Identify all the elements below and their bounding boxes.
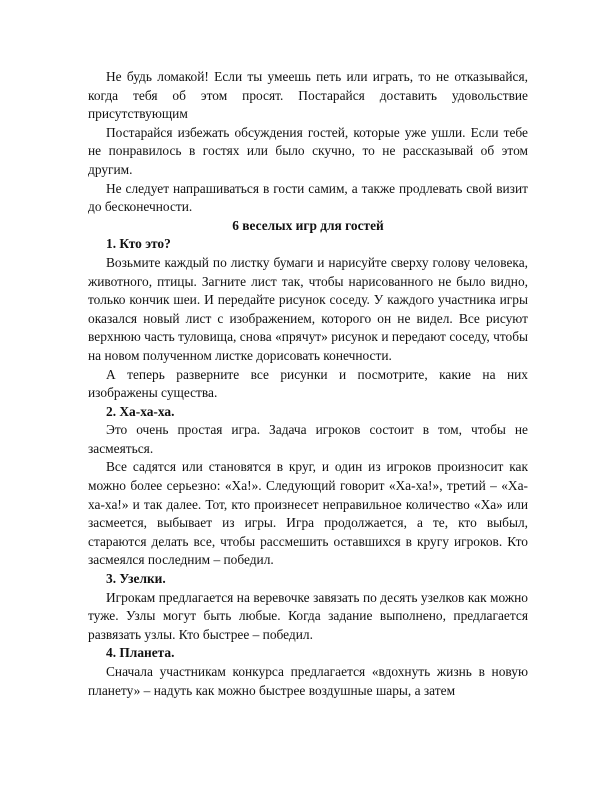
- game-1-paragraph-1: Возьмите каждый по листку бумаги и нарисуйте сверху голову человека, животного, птицы. Загните лист так, чтобы нарисованного не было видно, только кончик шеи. И передайте рисунок соседу. У каждого участника игры оказался новый лист с изображением, которого он не видел. Все рисуют верхнюю часть туловища, снова «прячут» рисунок и передают соседу, чтобы на новом полученном листке дорисовать конечности.: [88, 254, 528, 363]
- game-2-title: 2. Ха-ха-ха.: [106, 403, 175, 419]
- game-4-paragraph-1: Сначала участникам конкурса предлагается «вдохнуть жизнь в новую планету» – надуть как можно быстрее воздушные шары, а затем: [88, 664, 528, 698]
- intro-paragraph-1: Не будь ломакой! Если ты умеешь петь или играть, то не отказывайся, когда тебя об этом просят. Постарайся доставить удовольствие присутствующим: [88, 69, 528, 122]
- intro-paragraph-3: Не следует напрашиваться в гости самим, а также продлевать свой визит до бесконечности.: [88, 180, 528, 215]
- game-4-title: 4. Планета.: [106, 645, 175, 661]
- game-3-paragraph-1: Игрокам предлагается на веревочке завязать по десять узелков как можно туже. Узлы могут быть любые. Когда задание выполнено, предлагается развязать узлы. Кто быстрее – победил.: [88, 589, 528, 642]
- section-title: 6 веселых игр для гостей: [232, 217, 384, 233]
- game-2-paragraph-1: Это очень простая игра. Задача игроков состоит в том, чтобы не засмеяться.: [88, 422, 528, 456]
- document-body: [88, 68, 528, 700]
- game-3-title: 3. Узелки.: [106, 571, 166, 587]
- game-2-paragraph-2: Все садятся или становятся в круг, и один из игроков произносит как можно более серьезно: «Ха!». Следующий говорит «Ха-ха!», третий – «Ха-ха-ха!» и так далее. Тот, кто произнесет неправильное количество «Ха» или засмеется, выбывает из игры. Игра продолжается, а те, кто выбыл, стараются делать все, чтобы рассмешить оставшихся в кругу игроков. Кто засмеялся последним – победил.: [88, 459, 528, 568]
- game-1-title: 1. Кто это?: [106, 236, 171, 252]
- game-1-paragraph-2: А теперь разверните все рисунки и посмотрите, какие на них изображены существа.: [88, 366, 528, 401]
- intro-paragraph-2: Постарайся избежать обсуждения гостей, которые уже ушли. Если тебе не понравилось в гостях или было скучно, то не рассказывай об этом другим.: [88, 124, 528, 177]
